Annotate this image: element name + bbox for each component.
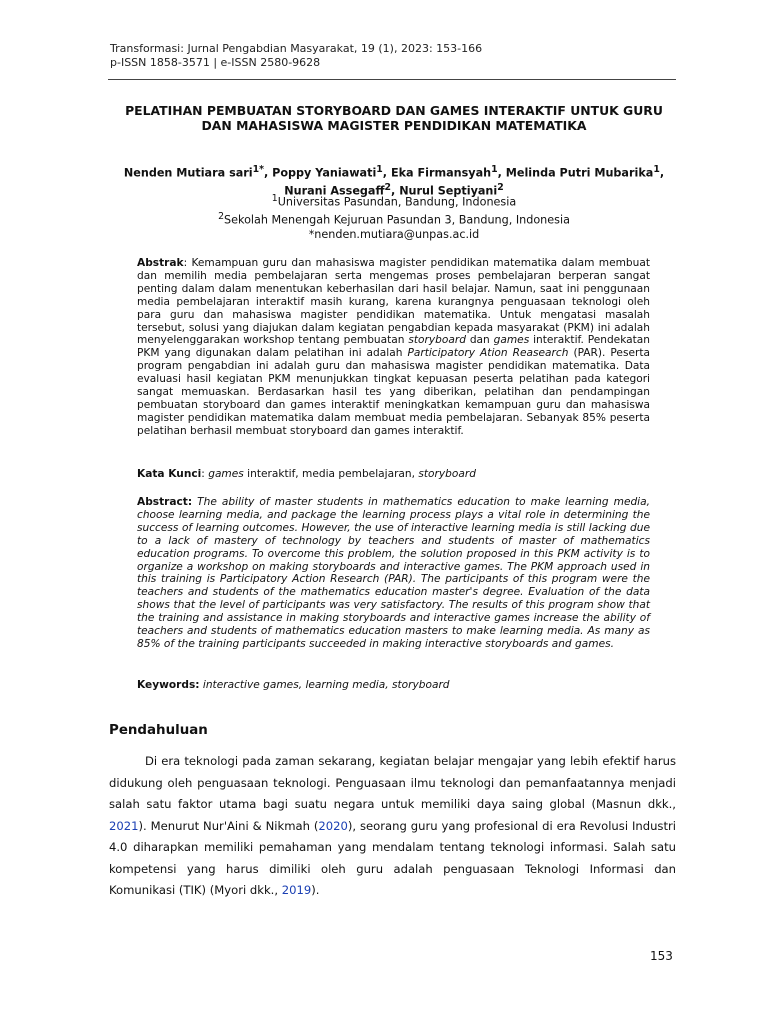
affiliation-superscript: 2 bbox=[218, 211, 224, 223]
keywords-english bbox=[137, 679, 650, 692]
intro-paragraph bbox=[109, 751, 676, 902]
paper-title-line1: PELATIHAN PEMBUATAN STORYBOARD DAN GAMES INTERAKTIF UNTUK GURU bbox=[125, 103, 663, 118]
abstrak-italic: storyboard bbox=[408, 334, 466, 347]
abstract-text: The ability of master students in mathematics education to make learning media, choose learning media, and package the learning process plays a vital role in determining the success of learning outcomes. However, the use of interactive learning media is still lacking due to a lack of mastery of technology by teachers and students of master of mathematics education programs. To overcome this problem, the solution proposed in this PKM activity is to organize a workshop on making storyboards and interactive games. The PKM approach used in this training is Participatory Action Research (PAR). The participants of this program were the teachers and students of the mathematics education master's degree. Evaluation of the data shows that the level of participants was very satisfactory. The results of this program show that the training and assistance in making storyboards and interactive games increase the ability of teachers and students of mathematics education masters to make learning media. As many as 85% of the training participants succeeded in making interactive storyboards and games. bbox=[137, 496, 650, 650]
citation-link[interactable]: 2019 bbox=[281, 883, 312, 897]
journal-issn: p-ISSN 1858-3571 | e-ISSN 2580-9628 bbox=[110, 56, 321, 69]
affiliation-text: Universitas Pasundan, Bandung, Indonesia bbox=[277, 195, 517, 209]
author-name: , Poppy Yaniawati bbox=[264, 166, 377, 180]
paragraph-text: ). bbox=[311, 883, 320, 897]
abstract-english bbox=[137, 496, 650, 651]
abstrak-italic: Participatory Ation Reasearch bbox=[407, 347, 569, 360]
keyword: games bbox=[208, 468, 244, 480]
abstrak-text: dan bbox=[465, 334, 494, 347]
page-number: 153 bbox=[650, 949, 673, 963]
author-superscript: 1* bbox=[252, 164, 265, 175]
author-superscript: 2 bbox=[384, 182, 392, 194]
abstrak-italic: games bbox=[493, 334, 530, 347]
abstrak-label: Abstrak bbox=[137, 257, 184, 269]
citation-link[interactable]: 2020 bbox=[318, 818, 348, 833]
kata-kunci-label: Kata Kunci bbox=[137, 468, 202, 480]
corresponding-email: *nenden.mutiara@unpas.ac.id bbox=[308, 228, 480, 242]
author-superscript: 1 bbox=[376, 164, 383, 175]
affiliation-1 bbox=[100, 192, 688, 210]
affiliation-2 bbox=[100, 210, 688, 228]
journal-citation: Transformasi: Jurnal Pengabdian Masyarakat, 19 (1), 2023: 153-166 bbox=[110, 42, 483, 55]
author-name: Nurani Assegaff bbox=[284, 184, 385, 198]
keywords-label: Keywords: bbox=[137, 679, 200, 691]
journal-header bbox=[110, 42, 482, 70]
abstrak-text: interaktif. Pendekatan PKM yang digunakan dalam pelatihan ini adalah bbox=[137, 334, 650, 360]
kata-kunci-separator: : bbox=[201, 468, 209, 480]
keyword: storyboard bbox=[418, 468, 476, 480]
author-separator: , bbox=[659, 166, 665, 180]
paper-title-line2: DAN MAHASISWA MAGISTER PENDIDIKAN MATEMATIKA bbox=[201, 118, 587, 133]
abstrak-paragraph bbox=[137, 257, 650, 438]
header-divider bbox=[108, 79, 676, 80]
author-superscript: 2 bbox=[497, 182, 504, 194]
author-superscript: 1 bbox=[653, 164, 660, 175]
abstrak-text: (PAR). Peserta program pengabdian ini adalah guru dan mahasiswa magister pendidikan matematika. Data evaluasi hasil kegiatan PKM menunjukkan tingkat kepuasan peserta pelatihan pada kategori sangat memuaskan. Berdasarkan hasil tes yang diberikan, pelatihan dan pendampingan pembuatan storyboard dan games interaktif meningkatkan kemampuan guru dan mahasiswa magister pendidikan matematika dalam membuat media pembelajaran. Sebanyak 85% peserta pelatihan berhasil membuat storyboard dan games interaktif. bbox=[137, 347, 650, 437]
author-superscript: 1 bbox=[491, 164, 498, 175]
paragraph-text: ). Menurut Nur'Aini & Nikmah ( bbox=[138, 818, 319, 833]
abstract-label: Abstract: bbox=[137, 496, 193, 508]
paragraph-text: Di era teknologi pada zaman sekarang, kegiatan belajar mengajar yang lebih efektif harus didukung oleh penguasaan teknologi. Penguasaan ilmu teknologi dan pemanfaatannya menjadi salah satu faktor utama bagi suatu negara untuk memiliki daya saing global (Masnun dkk., bbox=[109, 754, 676, 811]
citation-link[interactable]: 2021 bbox=[109, 818, 139, 833]
abstrak-text: : Kemampuan guru dan mahasiswa magister pendidikan matematika dalam membuat dan memilih media pembelajaran serta mengemas proses pembelajaran berperan sangat penting dalam dalam menentukan keberhasilan dari hasil belajar. Namun, saat ini penggunaan media pembelajaran interaktif masih kurang, karena kurangnya penguasaan teknologi oleh para guru dan mahasiswa magister pendidikan matematika. Untuk mengatasi masalah tersebut, solusi yang diajukan dalam kegiatan pengabdian kepada masyarakat (PKM) ini adalah menyelenggarakan workshop tentang pembuatan bbox=[137, 257, 650, 347]
keyword: interaktif, media pembelajaran, bbox=[243, 468, 419, 480]
author-name: , Eka Firmansyah bbox=[382, 166, 492, 180]
author-name: , Nurul Septiyani bbox=[391, 184, 498, 198]
paragraph-text: ), seorang guru yang profesional di era Revolusi Industri 4.0 diharapkan memiliki pemahaman yang mendalam tentang teknologi informasi. Salah satu kompetensi yang harus dimiliki oleh guru adalah penguasaan Teknologi Informasi dan Komunikasi (TIK) (Myori dkk., bbox=[109, 818, 676, 897]
author-name: Nenden Mutiara sari bbox=[123, 166, 253, 180]
author-name: , Melinda Putri Mubarika bbox=[497, 166, 654, 180]
keywords-text: interactive games, learning media, storyboard bbox=[199, 679, 450, 691]
kata-kunci bbox=[137, 468, 650, 481]
affiliation-superscript: 1 bbox=[271, 193, 278, 204]
affiliation-text: Sekolah Menengah Kejuruan Pasundan 3, Bandung, Indonesia bbox=[224, 213, 570, 227]
section-heading: Pendahuluan bbox=[109, 723, 208, 738]
affiliations bbox=[100, 192, 688, 243]
author-line1 bbox=[100, 163, 688, 181]
paper-title bbox=[100, 103, 688, 133]
